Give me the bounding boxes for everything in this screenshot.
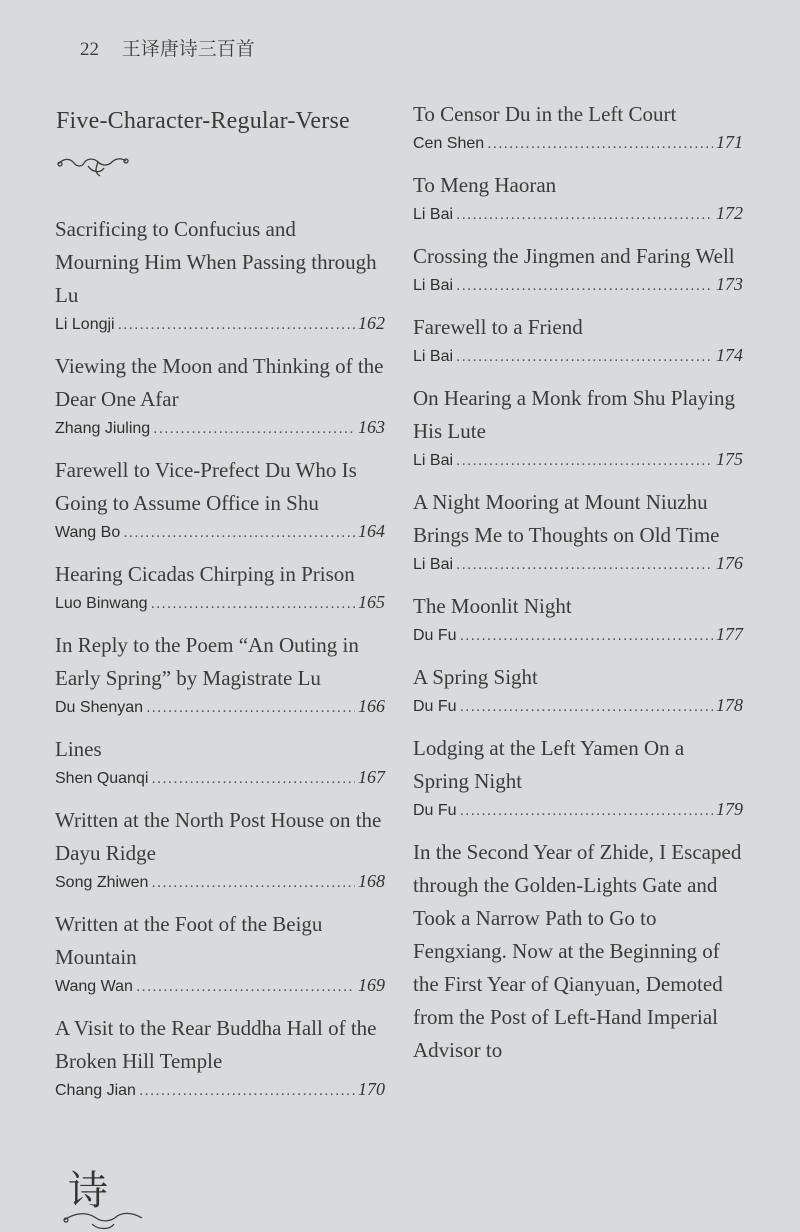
dot-leader (151, 770, 355, 788)
page-ref: 175 (716, 449, 743, 469)
poet-name: Cen Shen (413, 135, 485, 152)
poet-name: Li Longji (55, 316, 115, 333)
dot-leader (146, 699, 355, 717)
page-ref: 170 (358, 1079, 385, 1099)
entry-meta (55, 871, 385, 892)
entry-meta (55, 696, 385, 717)
toc-entry[interactable] (55, 733, 385, 788)
toc-entry[interactable] (55, 558, 385, 613)
poem-title: In Reply to the Poem “An Outing in Early Spring” by Magistrate Lu (55, 633, 359, 690)
dot-leader (153, 420, 355, 438)
toc-entry[interactable] (55, 908, 385, 996)
page-ref: 165 (358, 592, 385, 612)
toc-entry[interactable] (55, 804, 385, 892)
page-ref: 164 (358, 521, 385, 541)
entry-meta (55, 417, 385, 438)
dot-leader (136, 978, 355, 996)
poem-title: Lodging at the Left Yamen On a Spring Night (413, 736, 685, 793)
poem-calligraphy-icon (62, 1162, 152, 1232)
page-number: 22 (80, 39, 99, 60)
poet-name: Li Bai (413, 348, 454, 365)
toc-entry[interactable] (55, 350, 385, 438)
toc-entry[interactable] (413, 732, 743, 820)
poet-name: Du Shenyan (55, 699, 144, 716)
entry-meta (413, 695, 743, 716)
entry-meta (55, 1079, 385, 1100)
entry-meta (55, 313, 385, 334)
poet-name: Chang Jian (55, 1082, 136, 1099)
poem-title: Farewell to Vice-Prefect Du Who Is Going to Assume Office in Shu (55, 458, 357, 515)
dot-leader (456, 277, 713, 295)
poem-title: Sacrificing to Confucius and Mourning Him When Passing through Lu (55, 217, 377, 307)
toc-entry[interactable] (413, 590, 743, 645)
entry-meta (413, 624, 743, 645)
poem-title: On Hearing a Monk from Shu Playing His Lute (413, 386, 735, 443)
dot-leader (460, 802, 713, 820)
toc-right-column (413, 98, 743, 1067)
entry-meta (413, 274, 743, 295)
entry-meta (413, 449, 743, 470)
page-ref: 177 (716, 624, 743, 644)
dot-leader (151, 874, 355, 892)
poem-title: A Spring Sight (413, 665, 538, 689)
poet-name: Zhang Jiuling (55, 420, 151, 437)
page-ref: 174 (716, 345, 743, 365)
poet-name: Li Bai (413, 452, 454, 469)
toc-entry[interactable] (55, 213, 385, 334)
page-header (80, 34, 255, 61)
poet-name: Song Zhiwen (55, 874, 149, 891)
dot-leader (139, 1082, 355, 1100)
page-ref: 169 (358, 975, 385, 995)
toc-entry[interactable] (55, 1012, 385, 1100)
poem-title: A Visit to the Rear Buddha Hall of the Broken Hill Temple (55, 1016, 377, 1073)
page-ref: 168 (358, 871, 385, 891)
dot-leader (118, 316, 355, 334)
page-ref: 172 (716, 203, 743, 223)
page-ref: 173 (716, 274, 743, 294)
calligraphy-char: 诗 (68, 1168, 108, 1214)
book-title: 王译唐诗三百首 (121, 39, 255, 60)
entry-meta (413, 345, 743, 366)
toc-entry[interactable] (413, 169, 743, 224)
dot-leader (460, 627, 713, 645)
poem-title: The Moonlit Night (413, 594, 572, 618)
poem-title: To Meng Haoran (413, 173, 557, 197)
poet-name: Du Fu (413, 627, 457, 644)
toc-entry[interactable] (413, 661, 743, 716)
scroll-ornament-icon (54, 150, 134, 180)
poem-title: Viewing the Moon and Thinking of the Dear One Afar (55, 354, 384, 411)
entry-meta (413, 132, 743, 153)
dot-leader (151, 595, 355, 613)
entry-meta (413, 553, 743, 574)
poet-name: Wang Bo (55, 524, 121, 541)
page-ref: 163 (358, 417, 385, 437)
dot-leader (456, 206, 713, 224)
toc-entry[interactable] (413, 486, 743, 574)
poet-name: Luo Binwang (55, 595, 148, 612)
entry-meta (413, 799, 743, 820)
poem-title: To Censor Du in the Left Court (413, 102, 677, 126)
toc-entry[interactable] (413, 240, 743, 295)
poet-name: Du Fu (413, 698, 457, 715)
dot-leader (123, 524, 355, 542)
poem-title: Farewell to a Friend (413, 315, 583, 339)
dot-leader (456, 556, 713, 574)
poem-title: A Night Mooring at Mount Niuzhu Brings Me to Thoughts on Old Time (413, 490, 720, 547)
page-ref: 171 (716, 132, 743, 152)
page-ref: 167 (358, 767, 385, 787)
entry-meta (413, 203, 743, 224)
toc-entry[interactable] (55, 629, 385, 717)
poem-title: Crossing the Jingmen and Faring Well (413, 244, 735, 268)
toc-entry[interactable] (413, 98, 743, 153)
toc-entry[interactable] (55, 454, 385, 542)
poem-title: Hearing Cicadas Chirping in Prison (55, 562, 355, 586)
poem-title: Lines (55, 737, 102, 761)
entry-meta (55, 592, 385, 613)
poem-title: Written at the Foot of the Beigu Mountain (55, 912, 323, 969)
poet-name: Shen Quanqi (55, 770, 149, 787)
toc-entry[interactable] (413, 311, 743, 366)
page-ref: 166 (358, 696, 385, 716)
dot-leader (456, 452, 713, 470)
dot-leader (460, 698, 713, 716)
poet-name: Li Bai (413, 277, 454, 294)
entry-meta (55, 521, 385, 542)
dot-leader (487, 135, 713, 153)
poet-name: Wang Wan (55, 978, 133, 995)
entry-meta (55, 767, 385, 788)
toc-left-column (55, 213, 385, 1116)
poem-title: Written at the North Post House on the Dayu Ridge (55, 808, 382, 865)
page-ref: 176 (716, 553, 743, 573)
toc-entry[interactable] (413, 382, 743, 470)
continued-poem-title[interactable]: In the Second Year of Zhide, I Escaped through the Golden-Lights Gate and Took a Narrow Path to Go to Fengxiang. Now at the Beginning of the First Year of Qianyuan, Demoted from the Post of Left-Hand Imperial Advisor to (413, 840, 742, 1062)
poet-name: Li Bai (413, 206, 454, 223)
poet-name: Du Fu (413, 802, 457, 819)
poet-name: Li Bai (413, 556, 454, 573)
dot-leader (456, 348, 713, 366)
page-ref: 178 (716, 695, 743, 715)
section-title: Five-Character-Regular-Verse (56, 108, 350, 134)
page-ref: 179 (716, 799, 743, 819)
page-ref: 162 (358, 313, 385, 333)
entry-meta (55, 975, 385, 996)
